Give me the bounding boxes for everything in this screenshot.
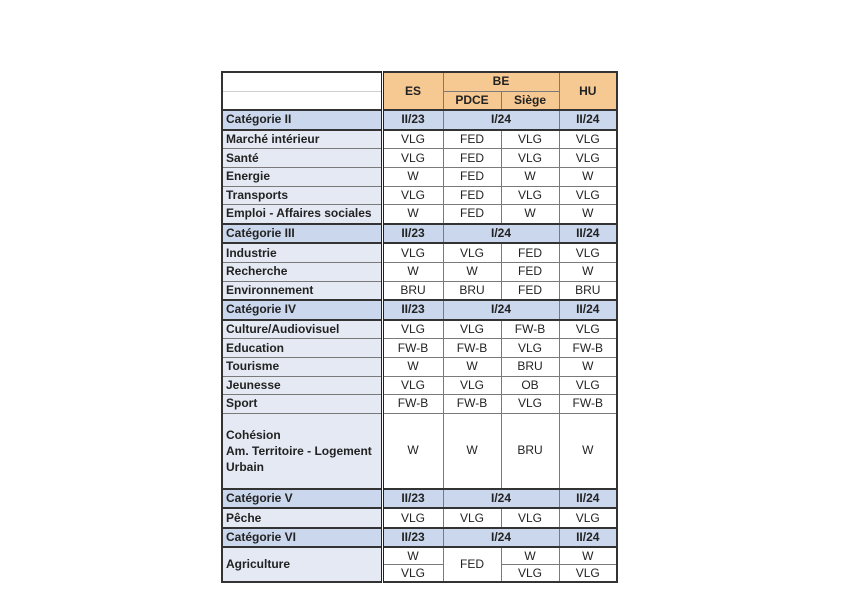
cell-siege: VLG bbox=[501, 130, 559, 149]
category-hu: II/24 bbox=[559, 110, 617, 130]
cell-siege: FED bbox=[501, 262, 559, 281]
cell-hu: W bbox=[559, 205, 617, 224]
cell-pdce: VLG bbox=[443, 508, 501, 528]
category-es: II/23 bbox=[382, 528, 443, 548]
cell-hu: VLG bbox=[559, 565, 617, 583]
presidency-allocation-table bbox=[221, 71, 618, 583]
header-blank-cell bbox=[222, 91, 382, 110]
cell-siege: VLG bbox=[501, 565, 559, 583]
cell-siege: VLG bbox=[501, 395, 559, 414]
category-hu: II/24 bbox=[559, 224, 617, 244]
row-label: Santé bbox=[222, 149, 382, 168]
cell-hu: W bbox=[559, 262, 617, 281]
row-label-line: Urbain bbox=[226, 459, 265, 474]
cell-siege: W bbox=[501, 205, 559, 224]
row-label: Agriculture bbox=[222, 547, 382, 582]
cell-pdce: W bbox=[443, 262, 501, 281]
header-blank-cell bbox=[222, 72, 382, 91]
cell-hu: VLG bbox=[559, 243, 617, 262]
row-label: Tourisme bbox=[222, 357, 382, 376]
cell-siege: VLG bbox=[501, 149, 559, 168]
cell-es: VLG bbox=[382, 565, 443, 583]
table-row bbox=[222, 167, 617, 186]
table-row bbox=[222, 339, 617, 358]
cell-pdce: FED bbox=[443, 130, 501, 149]
table-row bbox=[222, 413, 617, 489]
cell-siege: VLG bbox=[501, 339, 559, 358]
col-header-siege: Siège bbox=[501, 91, 559, 110]
cell-pdce: FED bbox=[443, 167, 501, 186]
category-row bbox=[222, 489, 617, 509]
row-label: Pêche bbox=[222, 508, 382, 528]
cell-siege: VLG bbox=[501, 508, 559, 528]
category-be: I/24 bbox=[443, 528, 559, 548]
category-label: Catégorie IV bbox=[222, 300, 382, 320]
cell-pdce: FW-B bbox=[443, 395, 501, 414]
table-row bbox=[222, 243, 617, 262]
row-label: Environnement bbox=[222, 281, 382, 300]
category-hu: II/24 bbox=[559, 489, 617, 509]
row-label-cohesion bbox=[222, 413, 382, 489]
category-be: I/24 bbox=[443, 300, 559, 320]
category-label: Catégorie II bbox=[222, 110, 382, 130]
cell-hu: FW-B bbox=[559, 339, 617, 358]
cell-pdce: FED bbox=[443, 547, 501, 582]
cell-hu: VLG bbox=[559, 508, 617, 528]
cell-hu: W bbox=[559, 547, 617, 565]
cell-es: W bbox=[382, 167, 443, 186]
cell-siege: OB bbox=[501, 376, 559, 395]
category-be: I/24 bbox=[443, 110, 559, 130]
cell-pdce: VLG bbox=[443, 243, 501, 262]
table-row bbox=[222, 281, 617, 300]
row-label-line: Am. Territoire - Logement bbox=[226, 443, 372, 458]
cell-es: VLG bbox=[382, 149, 443, 168]
cell-hu: VLG bbox=[559, 149, 617, 168]
cell-pdce: BRU bbox=[443, 281, 501, 300]
category-row bbox=[222, 110, 617, 130]
category-es: II/23 bbox=[382, 300, 443, 320]
cell-es: W bbox=[382, 413, 443, 489]
category-be: I/24 bbox=[443, 224, 559, 244]
cell-pdce: W bbox=[443, 413, 501, 489]
category-hu: II/24 bbox=[559, 528, 617, 548]
cell-siege: FED bbox=[501, 243, 559, 262]
row-label: Jeunesse bbox=[222, 376, 382, 395]
cell-hu: FW-B bbox=[559, 395, 617, 414]
category-label: Catégorie VI bbox=[222, 528, 382, 548]
col-header-hu: HU bbox=[559, 72, 617, 110]
row-label: Recherche bbox=[222, 262, 382, 281]
cell-hu: W bbox=[559, 167, 617, 186]
category-es: II/23 bbox=[382, 489, 443, 509]
cell-siege: FED bbox=[501, 281, 559, 300]
cell-es: VLG bbox=[382, 508, 443, 528]
cell-pdce: W bbox=[443, 357, 501, 376]
category-row bbox=[222, 300, 617, 320]
category-label: Catégorie III bbox=[222, 224, 382, 244]
cell-pdce: FED bbox=[443, 149, 501, 168]
cell-pdce: FW-B bbox=[443, 339, 501, 358]
row-label: Emploi - Affaires sociales bbox=[222, 205, 382, 224]
cell-es: VLG bbox=[382, 243, 443, 262]
row-label: Education bbox=[222, 339, 382, 358]
cell-hu: VLG bbox=[559, 186, 617, 205]
cell-pdce: VLG bbox=[443, 320, 501, 339]
category-be: I/24 bbox=[443, 489, 559, 509]
table-row bbox=[222, 508, 617, 528]
col-header-pdce: PDCE bbox=[443, 91, 501, 110]
cell-es: W bbox=[382, 357, 443, 376]
cell-es: W bbox=[382, 262, 443, 281]
cell-hu: VLG bbox=[559, 320, 617, 339]
cell-hu: VLG bbox=[559, 376, 617, 395]
cell-hu: VLG bbox=[559, 130, 617, 149]
row-label: Energie bbox=[222, 167, 382, 186]
cell-siege: BRU bbox=[501, 357, 559, 376]
table-row bbox=[222, 376, 617, 395]
cell-es: FW-B bbox=[382, 395, 443, 414]
row-label: Industrie bbox=[222, 243, 382, 262]
cell-pdce: FED bbox=[443, 205, 501, 224]
cell-siege: FW-B bbox=[501, 320, 559, 339]
table-row bbox=[222, 262, 617, 281]
cell-siege: W bbox=[501, 547, 559, 565]
table-row bbox=[222, 205, 617, 224]
row-label: Culture/Audiovisuel bbox=[222, 320, 382, 339]
category-row bbox=[222, 224, 617, 244]
cell-siege: BRU bbox=[501, 413, 559, 489]
cell-hu: W bbox=[559, 357, 617, 376]
col-header-be: BE bbox=[443, 72, 559, 91]
cell-es: FW-B bbox=[382, 339, 443, 358]
table-row bbox=[222, 320, 617, 339]
col-header-es: ES bbox=[382, 72, 443, 110]
row-label-line: Cohésion bbox=[226, 427, 281, 442]
cell-es: W bbox=[382, 547, 443, 565]
category-label: Catégorie V bbox=[222, 489, 382, 509]
cell-es: VLG bbox=[382, 186, 443, 205]
table-row bbox=[222, 130, 617, 149]
cell-es: VLG bbox=[382, 130, 443, 149]
row-label: Sport bbox=[222, 395, 382, 414]
table-row bbox=[222, 547, 617, 565]
cell-es: W bbox=[382, 205, 443, 224]
cell-siege: W bbox=[501, 167, 559, 186]
category-es: II/23 bbox=[382, 224, 443, 244]
table-row bbox=[222, 395, 617, 414]
cell-pdce: FED bbox=[443, 186, 501, 205]
cell-es: BRU bbox=[382, 281, 443, 300]
table-row bbox=[222, 149, 617, 168]
cell-hu: W bbox=[559, 413, 617, 489]
category-hu: II/24 bbox=[559, 300, 617, 320]
cell-es: VLG bbox=[382, 376, 443, 395]
cell-hu: BRU bbox=[559, 281, 617, 300]
cell-es: VLG bbox=[382, 320, 443, 339]
category-es: II/23 bbox=[382, 110, 443, 130]
table-row bbox=[222, 186, 617, 205]
header-row-1 bbox=[222, 72, 617, 91]
row-label: Transports bbox=[222, 186, 382, 205]
table-row bbox=[222, 357, 617, 376]
cell-pdce: VLG bbox=[443, 376, 501, 395]
row-label: Marché intérieur bbox=[222, 130, 382, 149]
cell-siege: VLG bbox=[501, 186, 559, 205]
category-row bbox=[222, 528, 617, 548]
